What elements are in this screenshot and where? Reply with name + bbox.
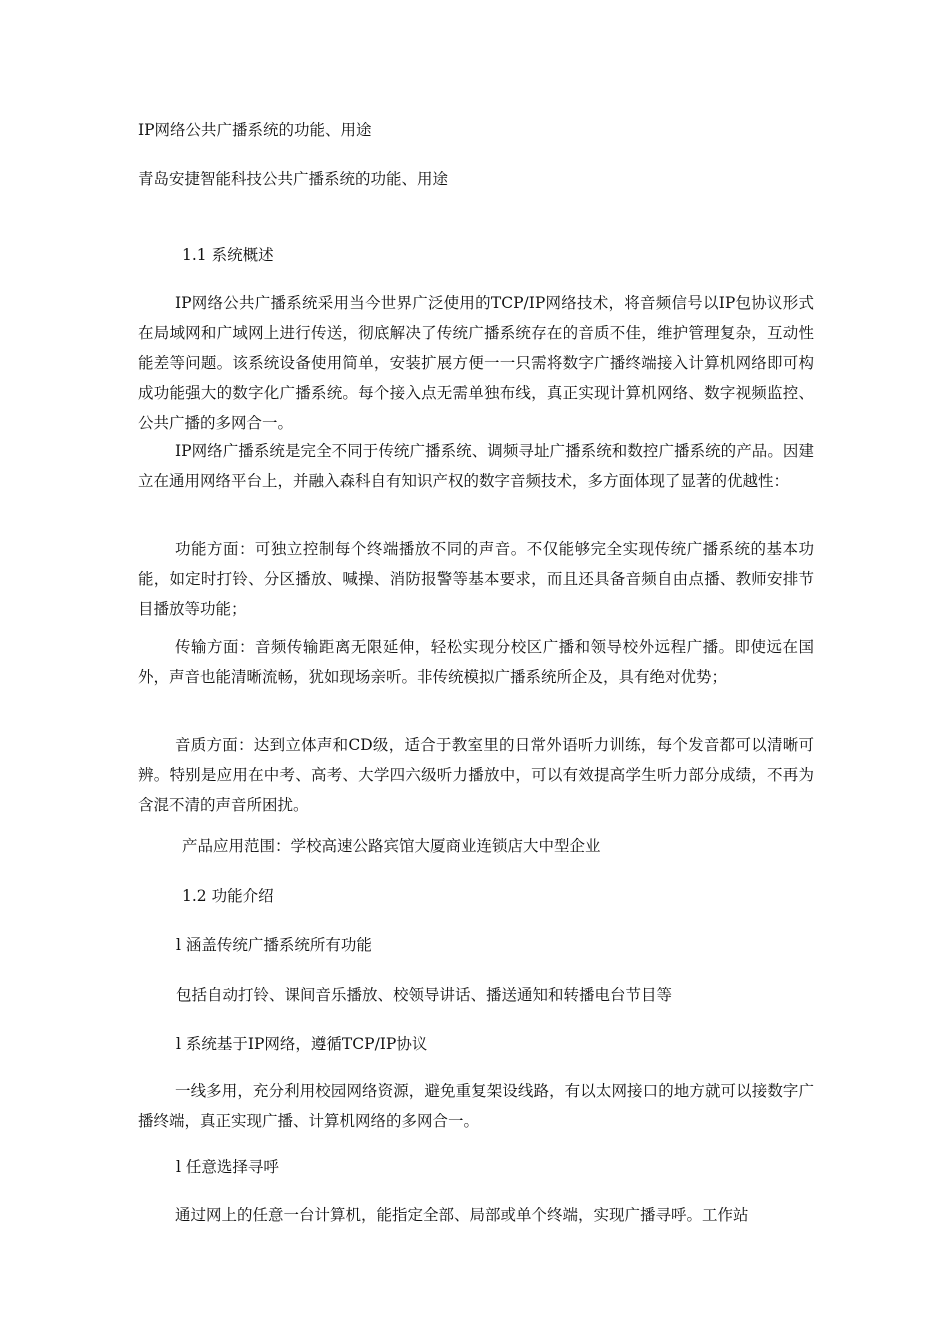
- advantage-intro-paragraph: IP网络广播系统是完全不同于传统广播系统、调频寻址广播系统和数控广播系统的产品。因建立在通用网络平台上，并融入森科自有知识产权的数字音频技术，多方面体现了显著的优越性：: [138, 442, 814, 490]
- section-heading-1-1: 1.1 系统概述: [182, 246, 274, 264]
- transmission-aspect-paragraph: 传输方面：音频传输距离无限延伸，轻松实现分校区广播和领导校外远程广播。即使远在国外，声音也能清晰流畅，犹如现场亲听。非传统模拟广播系统所企及，具有绝对优势；: [138, 638, 814, 686]
- function-aspect-paragraph: 功能方面：可独立控制每个终端播放不同的声音。不仅能够完全实现传统广播系统的基本功能，如定时打铃、分区播放、喊操、消防报警等基本要求，而且还具备音频自由点播、教师安排节目播放等功能；: [138, 540, 814, 618]
- application-scope: 产品应用范围：学校高速公路宾馆大厦商业连锁店大中型企业: [182, 837, 601, 855]
- feature-2-title: l 系统基于IP网络，遵循TCP/IP协议: [176, 1035, 428, 1053]
- feature-3-description: 通过网上的任意一台计算机，能指定全部、局部或单个终端，实现广播寻呼。工作站: [175, 1206, 749, 1224]
- document-title: IP网络公共广播系统的功能、用途: [138, 121, 372, 139]
- overview-paragraph: IP网络公共广播系统采用当今世界广泛使用的TCP/IP网络技术，将音频信号以IP包协议形式在局域网和广域网上进行传送，彻底解决了传统广播系统存在的音质不佳，维护管理复杂，互动性能差等问题。该系统设备使用简单，安装扩展方便一一只需将数字广播终端接入计算机网络即可构成功能强大的数字化广播系统。每个接入点无需单独布线，真正实现计算机网络、数字视频监控、公共广播的多网合一。: [138, 294, 814, 432]
- feature-2-description: 一线多用，充分利用校园网络资源，避免重复架设线路，有以太网接口的地方就可以接数字广播终端，真正实现广播、计算机网络的多网合一。: [138, 1082, 814, 1130]
- feature-1-description: 包括自动打铃、课间音乐播放、校领导讲话、播送通知和转播电台节目等: [176, 986, 673, 1004]
- document-subtitle: 青岛安捷智能科技公共广播系统的功能、用途: [138, 170, 449, 188]
- feature-3-title: l 任意选择寻呼: [176, 1158, 279, 1176]
- feature-1-title: l 涵盖传统广播系统所有功能: [176, 936, 372, 954]
- audio-quality-paragraph: 音质方面：达到立体声和CD级，适合于教室里的日常外语听力训练，每个发音都可以清晰可辨。特别是应用在中考、高考、大学四六级听力播放中，可以有效提高学生听力部分成绩，不再为含混不清的声音所困扰。: [138, 736, 814, 814]
- section-heading-1-2: 1.2 功能介绍: [182, 887, 274, 905]
